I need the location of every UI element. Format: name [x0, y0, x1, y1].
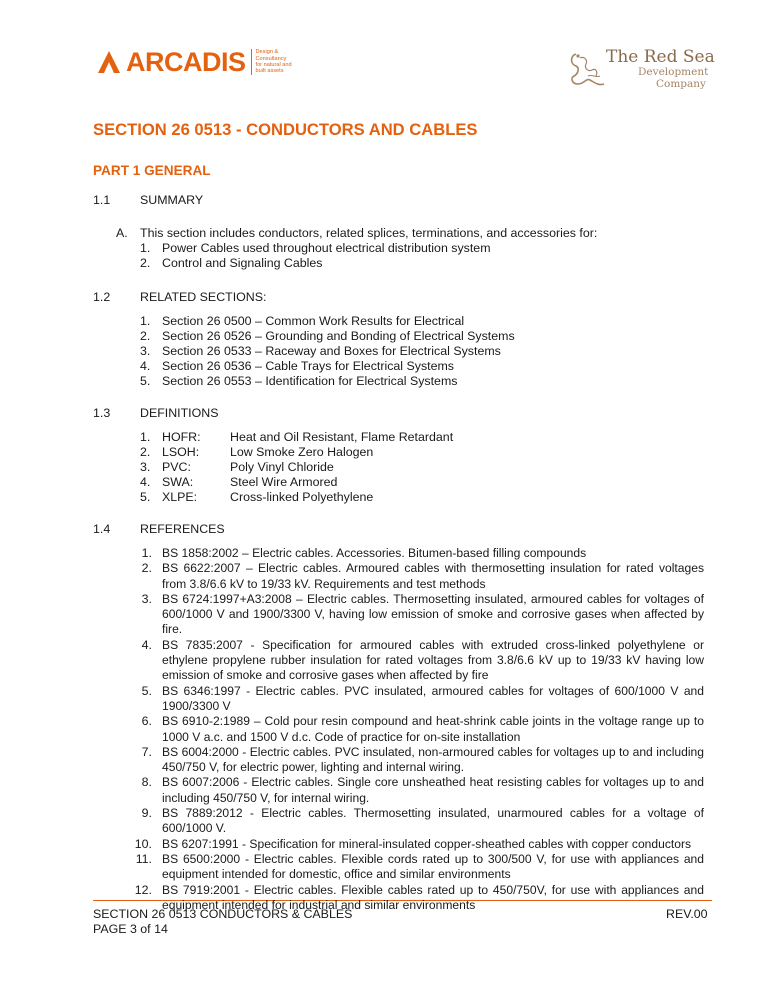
paragraph: This section includes conductors, related splices, terminations, and accessories for: — [140, 226, 598, 240]
list-marker: 8. — [141, 775, 152, 790]
list-marker: 7. — [141, 744, 152, 759]
list-marker: 1. — [140, 314, 151, 328]
reference-item: BS 6724:1997+A3:2008 – Electric cables. Thermosetting insulated, armoured cables for voltages of 600/1000 V and 1900/3300 V, having low emission of smoke and corrosive gases when affected by fire. — [162, 591, 704, 637]
footer-revision: REV.00 — [666, 907, 708, 921]
reference-row — [130, 592, 704, 638]
section-title: SECTION 26 0513 - CONDUCTORS AND CABLES — [93, 120, 478, 139]
list-marker: A. — [116, 226, 128, 240]
definition-term: LSOH: — [162, 445, 200, 459]
list-marker: 3. — [140, 344, 151, 358]
definition-term: PVC: — [162, 460, 191, 474]
section-number: 1.3 — [93, 406, 111, 420]
list-marker: 2. — [140, 329, 151, 343]
list-marker: 1. — [140, 430, 151, 444]
section-number: 1.2 — [93, 290, 111, 304]
reference-row — [130, 546, 704, 561]
list-item: Section 26 0553 – Identification for Electrical Systems — [162, 374, 458, 388]
list-item: Control and Signaling Cables — [162, 256, 323, 270]
list-marker: 6. — [141, 714, 152, 729]
section-number: 1.1 — [93, 193, 111, 207]
section-heading: SUMMARY — [140, 193, 204, 207]
list-item: Section 26 0536 – Cable Trays for Electrical Systems — [162, 359, 455, 373]
list-item: Section 26 0500 – Common Work Results for Electrical — [162, 314, 465, 328]
list-marker: 4. — [140, 475, 151, 489]
list-marker: 4. — [140, 359, 151, 373]
list-marker: 1. — [141, 546, 152, 560]
section-heading: DEFINITIONS — [140, 406, 219, 420]
redsea-line2: Development — [638, 66, 709, 78]
section-heading: RELATED SECTIONS: — [140, 290, 267, 304]
arcadis-wordmark: ARCADIS — [126, 46, 246, 77]
list-marker: 12. — [134, 882, 152, 897]
reference-item: BS 6007:2006 - Electric cables. Single core unsheathed heat resisting cables for voltages up to and including 450/750 V, for internal wiring. — [162, 775, 704, 805]
reference-item: BS 6207:1991 - Specification for mineral-insulated copper-sheathed cables with copper conductors — [162, 836, 692, 851]
reference-item: BS 7919:2001 - Electric cables. Flexible cables rated up to 450/750V, for use with appliances and equipment intended for industrial and similar environments — [162, 882, 704, 912]
list-marker: 5. — [141, 683, 152, 698]
list-marker: 9. — [141, 806, 152, 821]
definition-term: SWA: — [162, 475, 194, 489]
definition-text: Low Smoke Zero Halogen — [230, 445, 374, 459]
reference-row — [130, 638, 704, 684]
footer-page-number: PAGE 3 of 14 — [93, 922, 168, 936]
section-heading: REFERENCES — [140, 522, 225, 536]
list-marker: 2. — [140, 256, 151, 270]
arcadis-tagline: Design & Consultancy for natural and built assets — [251, 49, 300, 75]
reference-row — [130, 745, 704, 776]
reference-row — [130, 852, 704, 883]
reference-item: BS 7835:2007 - Specification for armoured cables with extruded cross-linked polyethylene or ethylene propylene rubber insulation for rated voltages from 3.8/6.6 kV up to 19/33 kV having low emission of smoke and corrosive gases when affected by fire — [162, 637, 704, 683]
reference-row — [130, 775, 704, 806]
reference-row — [130, 806, 704, 837]
definition-text: Poly Vinyl Chloride — [230, 460, 334, 474]
reference-item: BS 6500:2000 - Electric cables. Flexible cords rated up to 300/500 V, for use with appliances and equipment intended for domestic, office and similar environments — [162, 851, 704, 882]
list-marker: 4. — [141, 637, 152, 652]
redsea-logo — [566, 46, 715, 94]
list-marker: 2. — [140, 445, 151, 459]
list-marker: 1. — [140, 241, 151, 255]
reference-item: BS 6004:2000 - Electric cables. PVC insulated, non-armoured cables for voltages up to and including 450/750 V, for electric power, lighting and internal wiring. — [162, 744, 704, 775]
reference-row — [130, 684, 704, 715]
definition-term: XLPE: — [162, 490, 198, 504]
footer-section-title: SECTION 26 0513 CONDUCTORS & CABLES — [93, 907, 353, 921]
reference-item: BS 6622:2007 – Electric cables. Armoured cables with thermosetting insulation for rated voltages from 3.8/6.6 kV to 19/33 kV. Requirements and test methods — [162, 561, 704, 591]
part-title: PART 1 GENERAL — [93, 163, 211, 178]
list-item: Section 26 0533 – Raceway and Boxes for Electrical Systems — [162, 344, 501, 358]
list-item: Power Cables used throughout electrical distribution system — [162, 241, 491, 255]
reference-row — [130, 561, 704, 592]
definition-text: Cross-linked Polyethylene — [230, 490, 374, 504]
reference-row — [130, 883, 704, 914]
reference-item: BS 6346:1997 - Electric cables. PVC insulated, armoured cables for voltages of 600/1000 V and 1900/3300 V — [162, 683, 704, 713]
redsea-line3: Company — [656, 78, 706, 90]
list-marker: 3. — [140, 460, 151, 474]
arcadis-logo — [96, 46, 300, 78]
reference-row — [130, 714, 704, 745]
definition-term: HOFR: — [162, 430, 201, 444]
list-item: Section 26 0526 – Grounding and Bonding of Electrical Systems — [162, 329, 515, 343]
list-marker: 5. — [140, 374, 151, 388]
references-list — [130, 546, 704, 913]
arcadis-mark-icon — [96, 49, 122, 75]
list-marker: 2. — [141, 561, 152, 576]
definition-text: Steel Wire Armored — [230, 475, 338, 489]
reference-item: BS 1858:2002 – Electric cables. Accessories. Bitumen-based filling compounds — [162, 546, 587, 560]
seahorse-emblem-icon — [566, 50, 610, 90]
list-marker: 10. — [134, 836, 152, 851]
list-marker: 3. — [141, 591, 152, 606]
definition-text: Heat and Oil Resistant, Flame Retardant — [230, 430, 454, 444]
reference-row — [130, 837, 704, 852]
reference-item: BS 6910-2:1989 – Cold pour resin compound and heat-shrink cable joints in the voltage range up to 1000 V a.c. and 1500 V d.c. Code of practice for on-site installation — [162, 714, 704, 744]
redsea-line1: The Red Sea — [606, 47, 715, 67]
reference-item: BS 7889:2012 - Electric cables. Thermosetting insulated, unarmoured cables for a voltage of 600/1000 V. — [162, 806, 704, 836]
section-number: 1.4 — [93, 522, 111, 536]
list-marker: 11. — [135, 851, 152, 866]
list-marker: 5. — [140, 490, 151, 504]
